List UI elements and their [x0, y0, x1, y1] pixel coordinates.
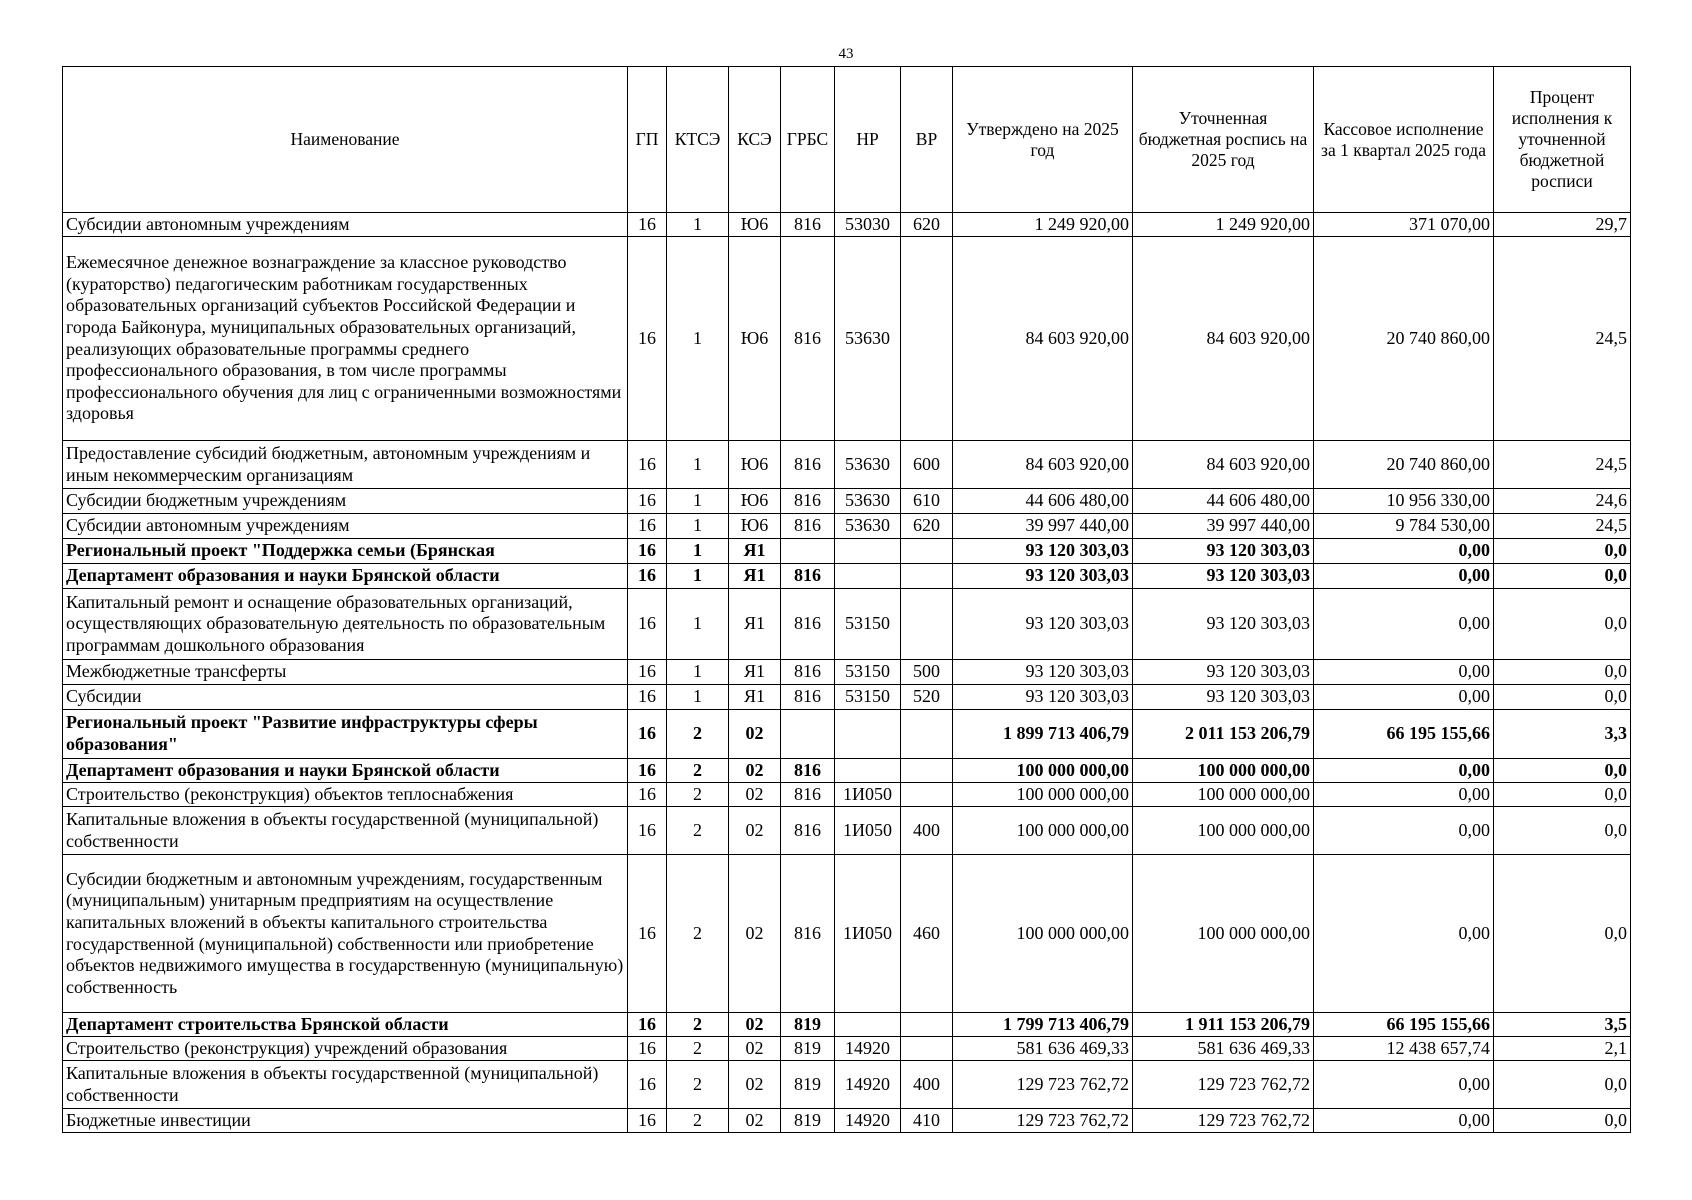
table-row — [63, 1109, 1631, 1133]
cell-nr — [835, 759, 901, 783]
cell-cash: 66 195 155,66 — [1314, 710, 1494, 759]
cell-kse: 02 — [729, 855, 781, 1013]
cell-cash: 0,00 — [1314, 539, 1494, 564]
cell-cash: 0,00 — [1314, 855, 1494, 1013]
cell-ktse: 2 — [667, 855, 729, 1013]
cell-cash: 10 956 330,00 — [1314, 489, 1494, 514]
cell-percent: 24,5 — [1494, 514, 1631, 539]
cell-ktse: 2 — [667, 759, 729, 783]
header-cash: Кассовое исполнение за 1 квартал 2025 года — [1314, 67, 1494, 213]
cell-cash: 20 740 860,00 — [1314, 237, 1494, 441]
cell-ktse: 2 — [667, 1109, 729, 1133]
cell-ktse: 1 — [667, 660, 729, 685]
cell-gp: 16 — [628, 855, 667, 1013]
cell-percent: 24,6 — [1494, 489, 1631, 514]
cell-refined: 100 000 000,00 — [1133, 807, 1314, 855]
cell-vr: 400 — [901, 1061, 953, 1109]
cell-ktse: 2 — [667, 710, 729, 759]
cell-cash: 9 784 530,00 — [1314, 514, 1494, 539]
cell-cash: 12 438 657,74 — [1314, 1037, 1494, 1061]
cell-percent: 0,0 — [1494, 783, 1631, 807]
cell-refined: 129 723 762,72 — [1133, 1061, 1314, 1109]
cell-gp: 16 — [628, 213, 667, 237]
cell-gp: 16 — [628, 685, 667, 710]
cell-kse: Ю6 — [729, 441, 781, 489]
cell-grbs: 816 — [781, 213, 835, 237]
cell-nr — [835, 710, 901, 759]
cell-gp: 16 — [628, 1061, 667, 1109]
cell-kse: Я1 — [729, 539, 781, 564]
cell-cash: 0,00 — [1314, 564, 1494, 589]
cell-refined: 93 120 303,03 — [1133, 589, 1314, 660]
cell-approved: 84 603 920,00 — [953, 237, 1133, 441]
cell-gp: 16 — [628, 514, 667, 539]
cell-grbs: 816 — [781, 807, 835, 855]
cell-name: Межбюджетные трансферты — [63, 660, 628, 685]
cell-kse: 02 — [729, 1061, 781, 1109]
cell-grbs: 816 — [781, 514, 835, 539]
cell-vr — [901, 564, 953, 589]
cell-refined: 1 911 153 206,79 — [1133, 1013, 1314, 1037]
cell-nr: 53150 — [835, 685, 901, 710]
cell-gp: 16 — [628, 489, 667, 514]
cell-ktse: 1 — [667, 539, 729, 564]
cell-percent: 0,0 — [1494, 807, 1631, 855]
cell-cash: 20 740 860,00 — [1314, 441, 1494, 489]
cell-kse: Я1 — [729, 685, 781, 710]
cell-kse: 02 — [729, 783, 781, 807]
cell-nr: 14920 — [835, 1061, 901, 1109]
cell-gp: 16 — [628, 237, 667, 441]
header-percent: Процент исполнения к уточненной бюджетной росписи — [1494, 67, 1631, 213]
cell-approved: 93 120 303,03 — [953, 589, 1133, 660]
table-row — [63, 807, 1631, 855]
cell-gp: 16 — [628, 1013, 667, 1037]
cell-grbs — [781, 539, 835, 564]
cell-vr: 410 — [901, 1109, 953, 1133]
table-row — [63, 489, 1631, 514]
header-approved: Утверждено на 2025 год — [953, 67, 1133, 213]
cell-nr: 1И050 — [835, 855, 901, 1013]
cell-vr — [901, 1013, 953, 1037]
cell-percent: 0,0 — [1494, 759, 1631, 783]
cell-cash: 0,00 — [1314, 660, 1494, 685]
cell-refined: 44 606 480,00 — [1133, 489, 1314, 514]
cell-name: Субсидии бюджетным учреждениям — [63, 489, 628, 514]
cell-percent: 0,0 — [1494, 685, 1631, 710]
cell-ktse: 1 — [667, 213, 729, 237]
cell-gp: 16 — [628, 589, 667, 660]
cell-nr: 53150 — [835, 589, 901, 660]
cell-nr: 14920 — [835, 1109, 901, 1133]
table-row — [63, 237, 1631, 441]
cell-approved: 581 636 469,33 — [953, 1037, 1133, 1061]
cell-percent: 0,0 — [1494, 589, 1631, 660]
cell-kse: 02 — [729, 1109, 781, 1133]
cell-ktse: 1 — [667, 489, 729, 514]
cell-approved: 44 606 480,00 — [953, 489, 1133, 514]
cell-nr: 53030 — [835, 213, 901, 237]
cell-refined: 2 011 153 206,79 — [1133, 710, 1314, 759]
cell-approved: 1 799 713 406,79 — [953, 1013, 1133, 1037]
cell-nr — [835, 1013, 901, 1037]
cell-approved: 93 120 303,03 — [953, 685, 1133, 710]
cell-ktse: 1 — [667, 589, 729, 660]
cell-gp: 16 — [628, 1037, 667, 1061]
cell-approved: 1 899 713 406,79 — [953, 710, 1133, 759]
header-kse: КСЭ — [729, 67, 781, 213]
header-name: Наименование — [63, 67, 628, 213]
cell-approved: 100 000 000,00 — [953, 807, 1133, 855]
cell-percent: 0,0 — [1494, 1061, 1631, 1109]
cell-cash: 0,00 — [1314, 1109, 1494, 1133]
cell-grbs: 816 — [781, 489, 835, 514]
cell-gp: 16 — [628, 759, 667, 783]
cell-percent: 3,5 — [1494, 1013, 1631, 1037]
cell-kse: Я1 — [729, 589, 781, 660]
cell-ktse: 2 — [667, 1013, 729, 1037]
cell-name: Капитальные вложения в объекты государственной (муниципальной) собственности — [63, 807, 628, 855]
cell-ktse: 1 — [667, 514, 729, 539]
cell-refined: 581 636 469,33 — [1133, 1037, 1314, 1061]
cell-kse: Ю6 — [729, 514, 781, 539]
cell-nr: 14920 — [835, 1037, 901, 1061]
cell-vr: 620 — [901, 514, 953, 539]
cell-kse: Ю6 — [729, 489, 781, 514]
cell-approved: 100 000 000,00 — [953, 855, 1133, 1013]
cell-vr — [901, 759, 953, 783]
cell-nr — [835, 564, 901, 589]
cell-kse: 02 — [729, 710, 781, 759]
cell-gp: 16 — [628, 807, 667, 855]
cell-kse: 02 — [729, 1037, 781, 1061]
table-row — [63, 660, 1631, 685]
cell-nr: 1И050 — [835, 807, 901, 855]
table-row — [63, 514, 1631, 539]
cell-refined: 93 120 303,03 — [1133, 564, 1314, 589]
cell-gp: 16 — [628, 783, 667, 807]
cell-grbs: 816 — [781, 685, 835, 710]
cell-vr — [901, 237, 953, 441]
header-nr: НР — [835, 67, 901, 213]
cell-refined: 93 120 303,03 — [1133, 539, 1314, 564]
header-ktse: КТСЭ — [667, 67, 729, 213]
cell-name: Департамент образования и науки Брянской области — [63, 564, 628, 589]
cell-name: Предоставление субсидий бюджетным, автономным учреждениям и иным некоммерческим организациям — [63, 441, 628, 489]
cell-kse: Ю6 — [729, 237, 781, 441]
cell-ktse: 2 — [667, 1061, 729, 1109]
cell-kse: 02 — [729, 807, 781, 855]
cell-vr: 620 — [901, 213, 953, 237]
table-row — [63, 1013, 1631, 1037]
cell-approved: 93 120 303,03 — [953, 539, 1133, 564]
cell-ktse: 1 — [667, 441, 729, 489]
cell-grbs — [781, 710, 835, 759]
cell-approved: 1 249 920,00 — [953, 213, 1133, 237]
cell-name: Строительство (реконструкция) объектов теплоснабжения — [63, 783, 628, 807]
table-row — [63, 441, 1631, 489]
cell-gp: 16 — [628, 1109, 667, 1133]
table-row — [63, 539, 1631, 564]
cell-percent: 24,5 — [1494, 441, 1631, 489]
cell-name: Ежемесячное денежное вознаграждение за классное руководство (кураторство) педагогическим работникам государственных образовательных организаций субъектов Российской Федерации и города Байконура, муниципальных образовательных организаций, реализующих образовательные программы среднего профессионального образования, в том числе программы профессионального обучения для лиц с ограниченными возможностями здоровья — [63, 237, 628, 441]
cell-percent: 0,0 — [1494, 564, 1631, 589]
cell-gp: 16 — [628, 564, 667, 589]
cell-gp: 16 — [628, 710, 667, 759]
table-row — [63, 759, 1631, 783]
cell-nr: 53630 — [835, 514, 901, 539]
cell-grbs: 816 — [781, 660, 835, 685]
cell-nr: 53630 — [835, 237, 901, 441]
cell-approved: 93 120 303,03 — [953, 660, 1133, 685]
cell-kse: 02 — [729, 1013, 781, 1037]
cell-grbs: 816 — [781, 783, 835, 807]
cell-cash: 0,00 — [1314, 685, 1494, 710]
cell-vr — [901, 710, 953, 759]
cell-grbs: 819 — [781, 1013, 835, 1037]
cell-approved: 39 997 440,00 — [953, 514, 1133, 539]
cell-refined: 93 120 303,03 — [1133, 660, 1314, 685]
cell-percent: 3,3 — [1494, 710, 1631, 759]
cell-percent: 0,0 — [1494, 855, 1631, 1013]
table-row — [63, 1037, 1631, 1061]
cell-approved: 93 120 303,03 — [953, 564, 1133, 589]
page-number: 43 — [838, 46, 854, 62]
cell-vr: 520 — [901, 685, 953, 710]
cell-approved: 100 000 000,00 — [953, 759, 1133, 783]
cell-refined: 39 997 440,00 — [1133, 514, 1314, 539]
cell-nr: 53150 — [835, 660, 901, 685]
cell-approved: 100 000 000,00 — [953, 783, 1133, 807]
cell-ktse: 2 — [667, 807, 729, 855]
cell-name: Департамент образования и науки Брянской области — [63, 759, 628, 783]
cell-name: Капитальные вложения в объекты государственной (муниципальной) собственности — [63, 1061, 628, 1109]
cell-grbs: 819 — [781, 1109, 835, 1133]
cell-grbs: 816 — [781, 855, 835, 1013]
budget-table — [62, 66, 1631, 1133]
cell-approved: 129 723 762,72 — [953, 1109, 1133, 1133]
cell-ktse: 2 — [667, 1037, 729, 1061]
cell-kse: 02 — [729, 759, 781, 783]
cell-vr: 460 — [901, 855, 953, 1013]
cell-grbs: 819 — [781, 1061, 835, 1109]
cell-cash: 0,00 — [1314, 1061, 1494, 1109]
cell-percent: 2,1 — [1494, 1037, 1631, 1061]
cell-refined: 100 000 000,00 — [1133, 855, 1314, 1013]
cell-grbs: 816 — [781, 237, 835, 441]
cell-vr — [901, 589, 953, 660]
cell-vr: 500 — [901, 660, 953, 685]
cell-vr — [901, 539, 953, 564]
cell-cash: 0,00 — [1314, 589, 1494, 660]
table-row — [63, 564, 1631, 589]
cell-percent: 0,0 — [1494, 660, 1631, 685]
cell-ktse: 2 — [667, 783, 729, 807]
cell-percent: 29,7 — [1494, 213, 1631, 237]
table-row — [63, 783, 1631, 807]
cell-gp: 16 — [628, 539, 667, 564]
cell-grbs: 819 — [781, 1037, 835, 1061]
table-row — [63, 589, 1631, 660]
cell-vr — [901, 783, 953, 807]
cell-refined: 93 120 303,03 — [1133, 685, 1314, 710]
cell-name: Субсидии бюджетным и автономным учреждениям, государственным (муниципальным) унитарным предприятиям на осуществление капитальных вложений в объекты капитального строительства государственной (муниципальной) собственности или приобретение объектов недвижимого имущества в государственную (муниципальную) собственность — [63, 855, 628, 1013]
cell-vr — [901, 1037, 953, 1061]
cell-cash: 0,00 — [1314, 807, 1494, 855]
cell-name: Бюджетные инвестиции — [63, 1109, 628, 1133]
cell-kse: Я1 — [729, 660, 781, 685]
cell-percent: 0,0 — [1494, 1109, 1631, 1133]
cell-name: Региональный проект "Развитие инфраструктуры сферы образования" — [63, 710, 628, 759]
cell-refined: 84 603 920,00 — [1133, 237, 1314, 441]
cell-name: Департамент строительства Брянской области — [63, 1013, 628, 1037]
cell-cash: 0,00 — [1314, 759, 1494, 783]
cell-approved: 129 723 762,72 — [953, 1061, 1133, 1109]
cell-refined: 100 000 000,00 — [1133, 783, 1314, 807]
cell-grbs: 816 — [781, 564, 835, 589]
header-grbs: ГРБС — [781, 67, 835, 213]
cell-percent: 0,0 — [1494, 539, 1631, 564]
cell-ktse: 1 — [667, 564, 729, 589]
header-refined: Уточненная бюджетная роспись на 2025 год — [1133, 67, 1314, 213]
table-row — [63, 855, 1631, 1013]
cell-refined: 1 249 920,00 — [1133, 213, 1314, 237]
header-row — [63, 67, 1631, 213]
table-row — [63, 685, 1631, 710]
cell-cash: 0,00 — [1314, 783, 1494, 807]
table-row — [63, 1061, 1631, 1109]
cell-cash: 371 070,00 — [1314, 213, 1494, 237]
cell-vr: 400 — [901, 807, 953, 855]
cell-gp: 16 — [628, 441, 667, 489]
cell-percent: 24,5 — [1494, 237, 1631, 441]
cell-nr: 1И050 — [835, 783, 901, 807]
cell-refined: 100 000 000,00 — [1133, 759, 1314, 783]
cell-grbs: 816 — [781, 589, 835, 660]
cell-vr: 600 — [901, 441, 953, 489]
cell-ktse: 1 — [667, 237, 729, 441]
table-row — [63, 213, 1631, 237]
cell-gp: 16 — [628, 660, 667, 685]
cell-kse: Я1 — [729, 564, 781, 589]
cell-approved: 84 603 920,00 — [953, 441, 1133, 489]
cell-refined: 129 723 762,72 — [1133, 1109, 1314, 1133]
cell-name: Региональный проект "Поддержка семьи (Брянская — [63, 539, 628, 564]
cell-vr: 610 — [901, 489, 953, 514]
cell-kse: Ю6 — [729, 213, 781, 237]
header-vr: ВР — [901, 67, 953, 213]
cell-nr — [835, 539, 901, 564]
cell-nr: 53630 — [835, 489, 901, 514]
cell-refined: 84 603 920,00 — [1133, 441, 1314, 489]
header-gp: ГП — [628, 67, 667, 213]
cell-grbs: 816 — [781, 441, 835, 489]
cell-cash: 66 195 155,66 — [1314, 1013, 1494, 1037]
cell-name: Строительство (реконструкция) учреждений образования — [63, 1037, 628, 1061]
cell-grbs: 816 — [781, 759, 835, 783]
table-row — [63, 710, 1631, 759]
table-body — [63, 213, 1631, 1133]
cell-name: Капитальный ремонт и оснащение образовательных организаций, осуществляющих образовательную деятельность по образовательным программам дошкольного образования — [63, 589, 628, 660]
cell-ktse: 1 — [667, 685, 729, 710]
cell-name: Субсидии — [63, 685, 628, 710]
cell-name: Субсидии автономным учреждениям — [63, 514, 628, 539]
cell-nr: 53630 — [835, 441, 901, 489]
cell-name: Субсидии автономным учреждениям — [63, 213, 628, 237]
